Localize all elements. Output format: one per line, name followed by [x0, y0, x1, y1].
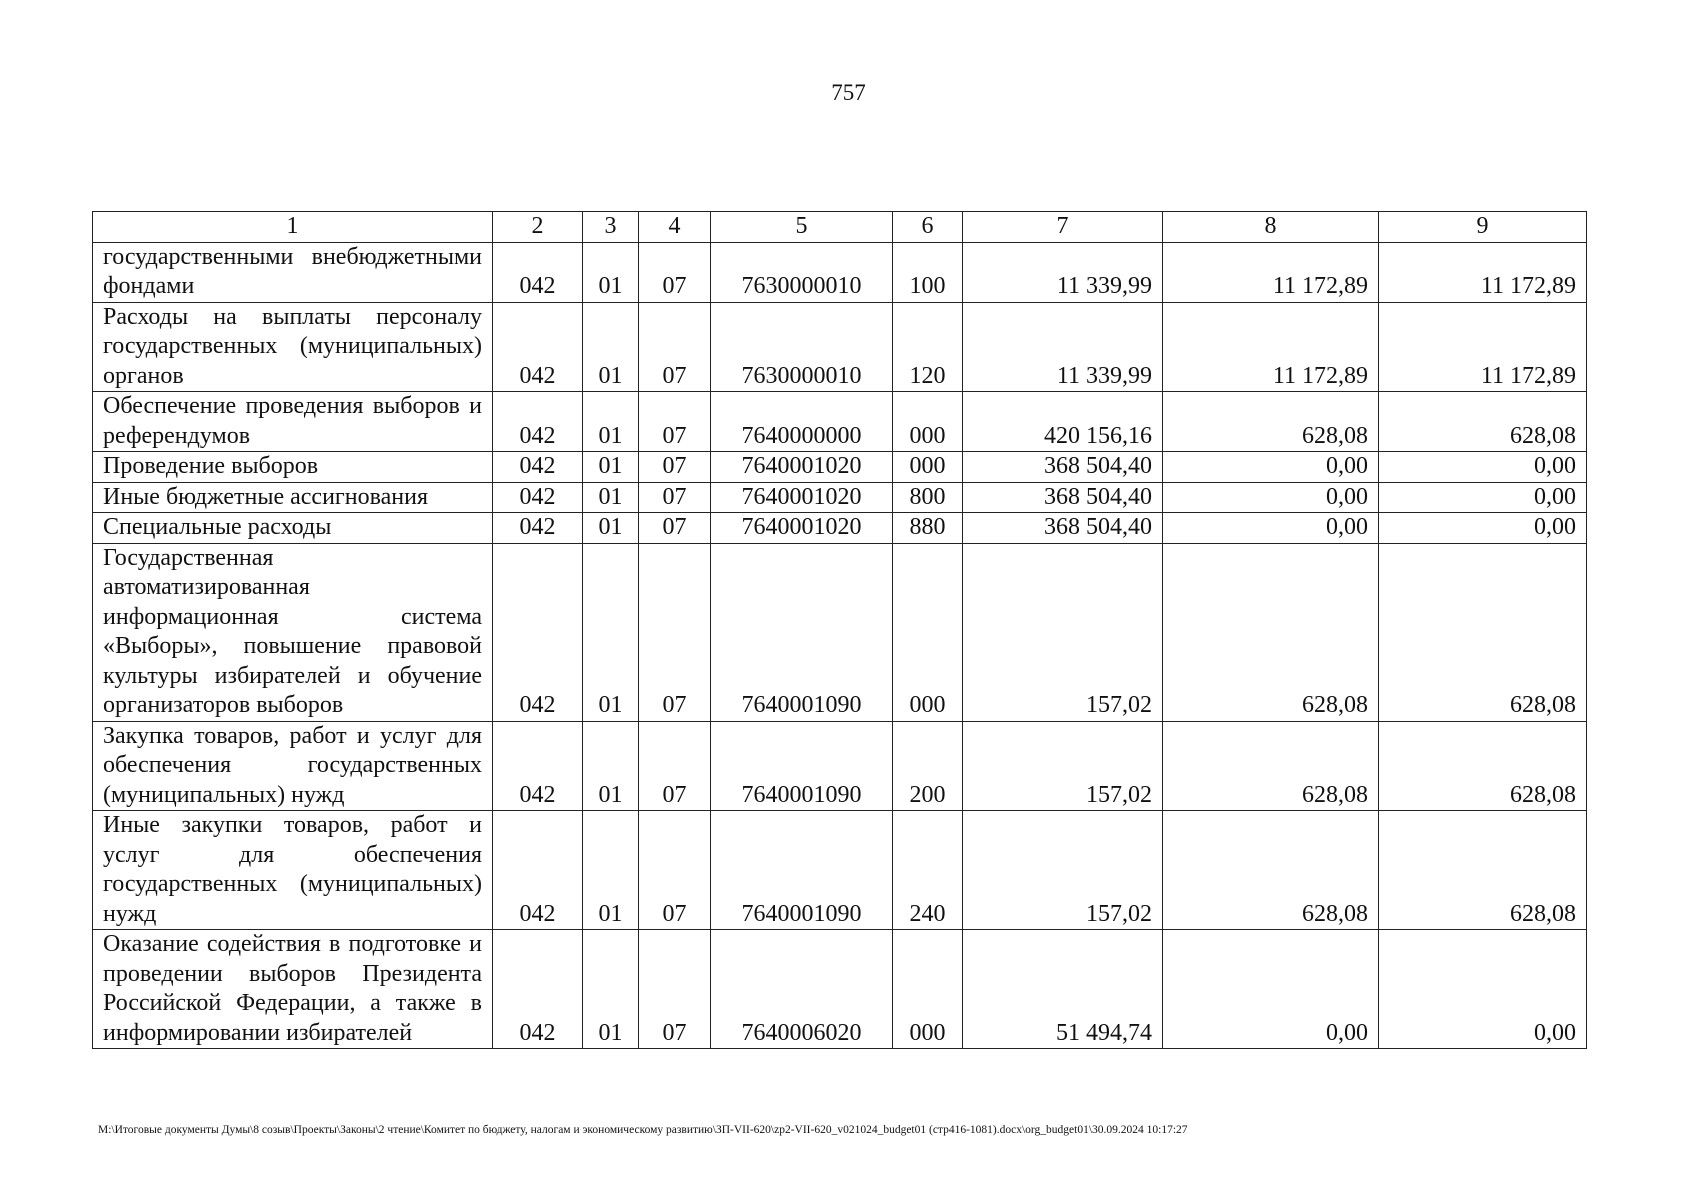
- cell-subsection: 07: [639, 482, 711, 513]
- cell-section: 01: [583, 392, 639, 452]
- table-row: [93, 392, 1587, 452]
- cell-subsection: 07: [639, 242, 711, 302]
- cell-amount-7: 11 339,99: [963, 242, 1163, 302]
- cell-amount-8: 0,00: [1163, 452, 1379, 483]
- file-path-footer: M:\Итоговые документы Думы\8 созыв\Проекты\Законы\2 чтение\Комитет по бюджету, налогам и экономическому развитию\ЗП-VII-620\zp2-VII-620_v021024_budget01 (стр416-1081).docx\org_budget01\30.09.2024 10:17:27: [98, 1124, 1188, 1136]
- cell-amount-8: 628,08: [1163, 543, 1379, 721]
- cell-ministry: 042: [493, 302, 583, 392]
- cell-section: 01: [583, 482, 639, 513]
- row-name: Обеспечение проведения выборов и референдумов: [93, 392, 493, 452]
- cell-amount-9: 628,08: [1379, 811, 1587, 930]
- cell-target-article: 7640001020: [711, 452, 893, 483]
- cell-amount-9: 0,00: [1379, 482, 1587, 513]
- header-cell-6: 6: [893, 212, 963, 243]
- cell-expense-type: 800: [893, 482, 963, 513]
- cell-ministry: 042: [493, 452, 583, 483]
- header-cell-7: 7: [963, 212, 1163, 243]
- cell-ministry: 042: [493, 482, 583, 513]
- budget-table: [92, 211, 1587, 1049]
- cell-ministry: 042: [493, 721, 583, 811]
- table-row: [93, 482, 1587, 513]
- cell-subsection: 07: [639, 513, 711, 544]
- cell-amount-8: 0,00: [1163, 930, 1379, 1049]
- header-cell-5: 5: [711, 212, 893, 243]
- cell-section: 01: [583, 452, 639, 483]
- cell-target-article: 7640001090: [711, 543, 893, 721]
- table-row: [93, 513, 1587, 544]
- row-name: Государственная автоматизированная информационная система «Выборы», повышение правовой культуры избирателей и обучение организаторов выборов: [93, 543, 493, 721]
- cell-amount-8: 11 172,89: [1163, 302, 1379, 392]
- row-name: Оказание содействия в подготовке и проведении выборов Президента Российской Федерации, а также в информировании избирателей: [93, 930, 493, 1049]
- cell-section: 01: [583, 543, 639, 721]
- cell-subsection: 07: [639, 452, 711, 483]
- cell-expense-type: 000: [893, 392, 963, 452]
- cell-target-article: 7640000000: [711, 392, 893, 452]
- cell-target-article: 7640001090: [711, 811, 893, 930]
- cell-subsection: 07: [639, 930, 711, 1049]
- cell-expense-type: 000: [893, 930, 963, 1049]
- cell-amount-8: 0,00: [1163, 513, 1379, 544]
- cell-amount-8: 11 172,89: [1163, 242, 1379, 302]
- table-row: [93, 242, 1587, 302]
- cell-amount-7: 11 339,99: [963, 302, 1163, 392]
- cell-ministry: 042: [493, 513, 583, 544]
- cell-target-article: 7630000010: [711, 242, 893, 302]
- cell-amount-7: 368 504,40: [963, 482, 1163, 513]
- table-row: [93, 302, 1587, 392]
- row-name: Иные закупки товаров, работ и услуг для обеспечения государственных (муниципальных) нужд: [93, 811, 493, 930]
- cell-amount-7: 157,02: [963, 543, 1163, 721]
- cell-section: 01: [583, 302, 639, 392]
- cell-target-article: 7640001090: [711, 721, 893, 811]
- table-header-row: [93, 212, 1587, 243]
- header-cell-4: 4: [639, 212, 711, 243]
- cell-section: 01: [583, 811, 639, 930]
- cell-target-article: 7630000010: [711, 302, 893, 392]
- cell-ministry: 042: [493, 930, 583, 1049]
- cell-subsection: 07: [639, 543, 711, 721]
- cell-expense-type: 000: [893, 452, 963, 483]
- cell-section: 01: [583, 930, 639, 1049]
- cell-target-article: 7640006020: [711, 930, 893, 1049]
- cell-amount-8: 628,08: [1163, 811, 1379, 930]
- cell-subsection: 07: [639, 302, 711, 392]
- table-row: [93, 930, 1587, 1049]
- cell-amount-9: 628,08: [1379, 543, 1587, 721]
- cell-expense-type: 200: [893, 721, 963, 811]
- cell-ministry: 042: [493, 242, 583, 302]
- cell-subsection: 07: [639, 721, 711, 811]
- cell-expense-type: 880: [893, 513, 963, 544]
- cell-target-article: 7640001020: [711, 482, 893, 513]
- cell-amount-7: 420 156,16: [963, 392, 1163, 452]
- cell-expense-type: 120: [893, 302, 963, 392]
- cell-subsection: 07: [639, 811, 711, 930]
- table-row: [93, 543, 1587, 721]
- page-number: 757: [831, 80, 866, 105]
- cell-amount-8: 628,08: [1163, 721, 1379, 811]
- cell-amount-7: 157,02: [963, 811, 1163, 930]
- header-cell-9: 9: [1379, 212, 1587, 243]
- row-name: Проведение выборов: [93, 452, 493, 483]
- row-name: Специальные расходы: [93, 513, 493, 544]
- cell-ministry: 042: [493, 543, 583, 721]
- cell-expense-type: 240: [893, 811, 963, 930]
- cell-section: 01: [583, 721, 639, 811]
- cell-target-article: 7640001020: [711, 513, 893, 544]
- cell-amount-8: 0,00: [1163, 482, 1379, 513]
- cell-subsection: 07: [639, 392, 711, 452]
- row-name: Иные бюджетные ассигнования: [93, 482, 493, 513]
- cell-amount-7: 368 504,40: [963, 452, 1163, 483]
- header-cell-3: 3: [583, 212, 639, 243]
- cell-amount-8: 628,08: [1163, 392, 1379, 452]
- cell-amount-9: 11 172,89: [1379, 242, 1587, 302]
- header-cell-8: 8: [1163, 212, 1379, 243]
- cell-amount-9: 628,08: [1379, 721, 1587, 811]
- cell-amount-9: 628,08: [1379, 392, 1587, 452]
- cell-expense-type: 100: [893, 242, 963, 302]
- row-name: Закупка товаров, работ и услуг для обеспечения государственных (муниципальных) нужд: [93, 721, 493, 811]
- header-cell-2: 2: [493, 212, 583, 243]
- cell-section: 01: [583, 242, 639, 302]
- table-row: [93, 811, 1587, 930]
- cell-amount-7: 51 494,74: [963, 930, 1163, 1049]
- cell-amount-9: 0,00: [1379, 513, 1587, 544]
- cell-amount-9: 11 172,89: [1379, 302, 1587, 392]
- header-cell-1: 1: [93, 212, 493, 243]
- table-row: [93, 721, 1587, 811]
- cell-ministry: 042: [493, 392, 583, 452]
- row-name: Расходы на выплаты персоналу государственных (муниципальных) органов: [93, 302, 493, 392]
- cell-amount-7: 368 504,40: [963, 513, 1163, 544]
- cell-amount-7: 157,02: [963, 721, 1163, 811]
- cell-section: 01: [583, 513, 639, 544]
- cell-expense-type: 000: [893, 543, 963, 721]
- cell-amount-9: 0,00: [1379, 452, 1587, 483]
- row-name: государственными внебюджетными фондами: [93, 242, 493, 302]
- cell-ministry: 042: [493, 811, 583, 930]
- cell-amount-9: 0,00: [1379, 930, 1587, 1049]
- table-row: [93, 452, 1587, 483]
